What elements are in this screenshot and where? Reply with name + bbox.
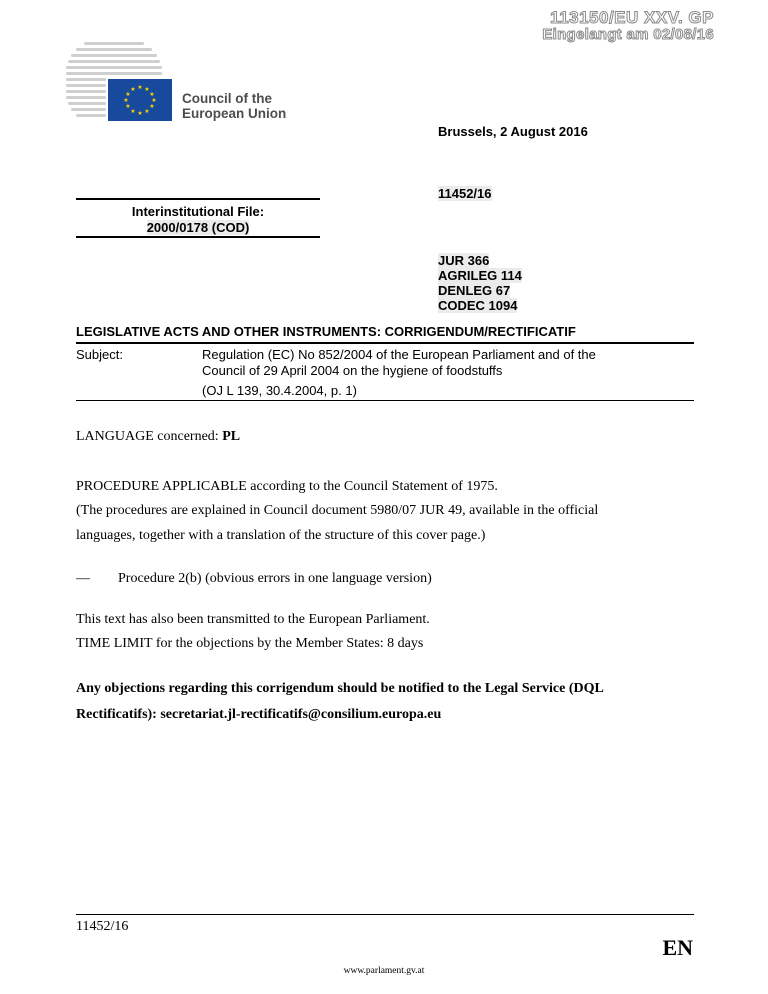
subject-bottom-rule: [76, 400, 694, 401]
footer-document-number: 11452/16: [76, 919, 129, 934]
procedure-item: Procedure 2(b) (obvious errors in one language version): [118, 571, 432, 586]
procedure-dash: —: [76, 571, 90, 586]
svg-text:★: ★: [125, 103, 131, 110]
language-concerned: [76, 429, 240, 445]
svg-text:★: ★: [149, 103, 155, 110]
logo-line-2: European Union: [182, 106, 287, 121]
svg-text:★: ★: [144, 108, 150, 115]
interinstitutional-top-rule: [76, 198, 320, 200]
website-url: www.parlament.gv.at: [343, 966, 425, 976]
svg-text:★: ★: [151, 97, 157, 104]
eu-flag-icon: [108, 79, 172, 121]
logo-text: [182, 91, 286, 121]
time-limit: TIME LIMIT for the objections by the Member States: 8 days: [76, 636, 424, 651]
document-number: [438, 186, 492, 201]
objections-line-1: Any objections regarding this corrigendum should be notified to the Legal Service (DQL: [76, 681, 604, 696]
svg-text:★: ★: [123, 97, 129, 104]
stamp-line-2: Eingelangt am 02/08/16: [542, 26, 714, 43]
interinstitutional-label: Interinstitutional File:: [131, 204, 265, 219]
language-value: PL: [222, 429, 241, 444]
language-prefix: LANGUAGE concerned:: [76, 429, 223, 444]
svg-text:★: ★: [130, 108, 136, 115]
document-codes: [438, 253, 522, 313]
svg-text:★: ★: [144, 86, 150, 93]
interinstitutional-value: 2000/0178 (COD): [146, 220, 250, 235]
procedure-explained-line-1: (The procedures are explained in Council document 5980/07 JUR 49, available in the official: [76, 503, 599, 518]
code-item: JUR 366: [438, 253, 490, 268]
logo-line-1: Council of the: [182, 91, 272, 106]
procedure-explained-line-2: languages, together with a translation of the structure of this cover page.): [76, 528, 486, 543]
subject-line-2: Council of 29 April 2004 on the hygiene of foodstuffs: [202, 363, 503, 378]
stamp-line-1: 113150/EU XXV. GP: [550, 8, 714, 27]
code-item: AGRILEG 114: [438, 268, 522, 283]
subject-top-rule: [76, 342, 694, 344]
code-item: CODEC 1094: [438, 298, 518, 313]
svg-text:★: ★: [130, 86, 136, 93]
legislative-title: LEGISLATIVE ACTS AND OTHER INSTRUMENTS: CORRIGENDUM/RECTIFICATIF: [76, 324, 576, 339]
document-date: Brussels, 2 August 2016: [438, 124, 588, 139]
language-code: EN: [662, 935, 693, 960]
transmitted-note: This text has also been transmitted to the European Parliament.: [76, 612, 430, 627]
svg-text:★: ★: [149, 91, 155, 98]
svg-text:★: ★: [125, 91, 131, 98]
document-number-value: 11452/16: [438, 186, 492, 201]
subject-line-1: Regulation (EC) No 852/2004 of the European Parliament and of the: [202, 347, 596, 362]
procedure-applicable: PROCEDURE APPLICABLE according to the Council Statement of 1975.: [76, 479, 498, 494]
interinstitutional-bottom-rule: [76, 236, 320, 238]
objections-line-2: Rectificatifs): secretariat.jl-rectificatifs@consilium.europa.eu: [76, 707, 442, 722]
svg-text:★: ★: [137, 84, 143, 91]
code-item: DENLEG 67: [438, 283, 511, 298]
subject-text: [202, 347, 682, 399]
svg-text:★: ★: [137, 110, 143, 117]
subject-line-3: (OJ L 139, 30.4.2004, p. 1): [202, 383, 357, 398]
subject-label: Subject:: [76, 347, 123, 362]
interinstitutional-file: [76, 204, 320, 236]
footer-rule: [76, 914, 694, 915]
